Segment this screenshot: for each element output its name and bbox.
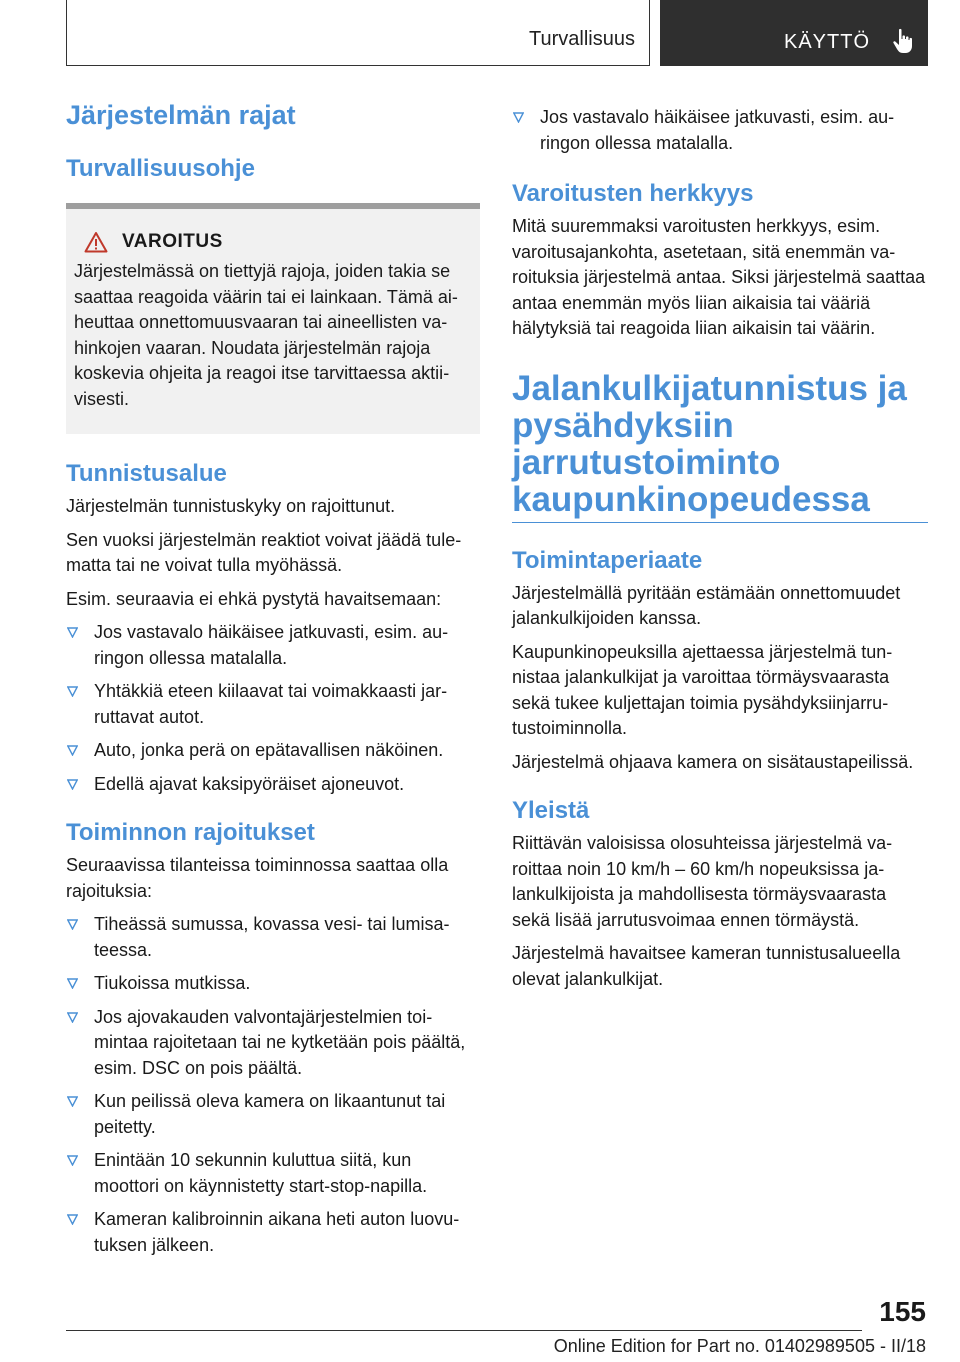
list-item: Kameran kalibroinnin aikana heti auton luovutuksen jälkeen.	[66, 1207, 480, 1258]
triangle-bullet-icon	[67, 1012, 78, 1023]
general-heading: Yleistä	[512, 797, 590, 824]
section-title-big: Jalankulkijatunnistus ja pysähdyksiin jarrutustoiminto kaupunkinopeudessa	[512, 368, 907, 519]
triangle-bullet-icon	[67, 779, 78, 790]
limits-p1: Seuraavissa tilanteissa toiminnossa saattaa olla rajoituksia:	[66, 855, 449, 901]
principle-p1: Järjestelmällä pyritään estämään onnettomuudet jalankulkijoiden kanssa.	[512, 582, 901, 628]
footer-edition: Online Edition for Part no. 01402989505 - II/18	[553, 1336, 926, 1356]
triangle-bullet-icon	[67, 627, 78, 638]
detection-heading: Tunnistusalue	[66, 460, 227, 487]
triangle-bullet-icon	[67, 745, 78, 756]
triangle-bullet-icon	[67, 1155, 78, 1166]
list-item: Edellä ajavat kaksipyöräiset ajoneuvot.	[66, 772, 480, 798]
triangle-bullet-icon	[67, 978, 78, 989]
section-tab	[66, 0, 650, 66]
triangle-bullet-icon	[67, 686, 78, 697]
sensitivity-p1: Mitä suuremmaksi varoitusten herkkyys, esim. varoitusajankohta, asetetaan, sitä enemmän varoituksia järjestelmä antaa. Siksi järjestelmä saattaa antaa enemmän myös liian aikaisia tai vääriä hälytyksiä tai reagoida liian aikaisin tai väärin.	[512, 216, 926, 338]
right-column	[512, 105, 928, 1000]
list-item: Enintään 10 sekunnin kuluttua siitä, kun moottori on käynnistetty start-stop-napilla.	[66, 1148, 480, 1199]
principle-p2: Kaupunkinopeuksilla ajettaessa järjestelmä tunnistaa jalankulkijat ja varoittaa törmäysvaarasta sekä tukee kuljettajan toimia pysähdyksiinjarrutustoiminnolla.	[512, 641, 893, 738]
list-item: Jos vastavalo häikäisee jatkuvasti, esim. auringon ollessa matalalla.	[66, 620, 480, 671]
triangle-bullet-icon	[513, 112, 524, 123]
warning-header	[74, 231, 472, 253]
chapter-tab	[660, 0, 928, 66]
title-divider	[512, 522, 928, 523]
warning-text: Järjestelmässä on tiettyjä rajoja, joiden takia se saattaa reagoida väärin tai ei lainkaan. Tämä aiheuttaa onnettomuusvaaran tai aineellisten vahinkojen vaaran. Noudata järjestelmän rajoja koskevia ohjeita ja reagoi itse tarvittaessa aktiivisesti.	[74, 261, 458, 409]
list-item: Auto, jonka perä on epätavallisen näköinen.	[66, 738, 480, 764]
list-item: Tiukoissa mutkissa.	[66, 971, 480, 997]
continued-list	[512, 105, 928, 156]
warning-label: VAROITUS	[122, 231, 223, 252]
limits-heading: Toiminnon rajoitukset	[66, 819, 315, 846]
page-header	[66, 0, 928, 66]
page-number: 155	[879, 1296, 926, 1327]
sensitivity-heading: Varoitusten herkkyys	[512, 180, 754, 207]
chapter-title: KÄYTTÖ	[783, 31, 870, 53]
warning-box	[66, 203, 480, 434]
triangle-bullet-icon	[67, 919, 78, 930]
warning-triangle-icon	[84, 231, 108, 253]
list-item: Tiheässä sumussa, kovassa vesi- tai lumisateessa.	[66, 912, 480, 963]
detection-p1: Järjestelmän tunnistuskyky on rajoittunut.	[66, 496, 396, 516]
detection-p2: Sen vuoksi järjestelmän reaktiot voivat jäädä tulematta tai ne voivat tulla myöhässä.	[66, 529, 462, 575]
footer-divider	[66, 1330, 862, 1331]
principle-p3: Järjestelmä ohjaava kamera on sisätaustapeilissä.	[512, 751, 914, 772]
detection-list	[66, 620, 480, 797]
list-item: Kun peilissä oleva kamera on likaantunut tai peitetty.	[66, 1089, 480, 1140]
triangle-bullet-icon	[67, 1214, 78, 1225]
principle-heading: Toimintaperiaate	[512, 546, 703, 574]
list-item: Yhtäkkiä eteen kiilaavat tai voimakkaasti jarruttavat autot.	[66, 679, 480, 730]
detection-p3: Esim. seuraavia ei ehkä pystytä havaitsemaan:	[66, 588, 442, 609]
page-title: Järjestelmän rajat	[66, 100, 296, 130]
left-column	[66, 100, 480, 1266]
section-title: Turvallisuus	[529, 28, 635, 50]
list-item: Jos ajovakauden valvontajärjestelmien toimintaa rajoitetaan tai ne kytketään pois päältä, esim. DSC on pois päältä.	[66, 1005, 480, 1082]
safety-heading: Turvallisuusohje	[66, 155, 255, 182]
limits-list	[66, 912, 480, 1258]
general-p1: Riittävän valoisissa olosuhteissa järjestelmä varoittaa noin 10 km/h – 60 km/h nopeuksissa jalankulkijoista ja mahdollisesta törmäysvaarasta sekä lisää jarrutusvoimaa ennen törmäystä.	[512, 833, 893, 930]
general-p2: Järjestelmä havaitsee kameran tunnistusalueella olevat jalankulkijat.	[512, 943, 901, 989]
list-item: Jos vastavalo häikäisee jatkuvasti, esim. auringon ollessa matalalla.	[512, 105, 928, 156]
triangle-bullet-icon	[67, 1096, 78, 1107]
pointing-hand-icon	[892, 28, 914, 54]
